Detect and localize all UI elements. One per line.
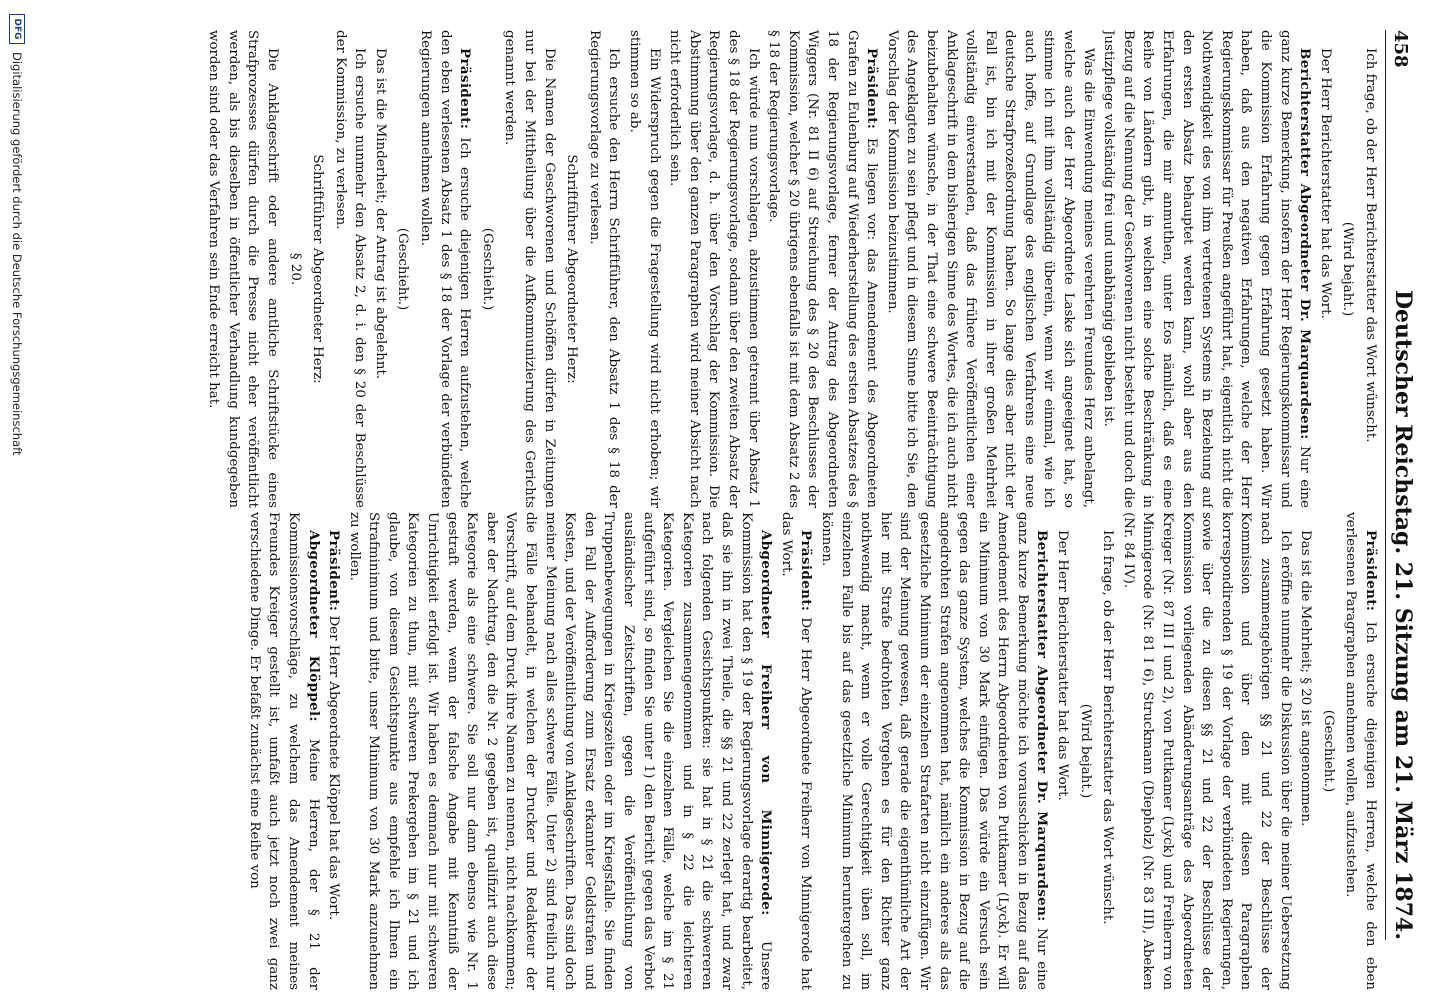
speaker-name: Präsident: (864, 48, 881, 130)
speaker-name: Präsident: (798, 530, 815, 612)
speaker-name: Präsident: (457, 48, 474, 130)
paragraph (776, 512, 815, 990)
paragraph (1296, 512, 1316, 990)
paragraph-text: (Geschieht.) (1320, 709, 1336, 793)
paragraph (204, 30, 282, 508)
paragraph (1098, 512, 1118, 990)
paragraph (624, 30, 663, 508)
paragraph-text: Ich ersuche nunmehr den Absatz 2, d. i. den § 20 der Beschlüsse der Kommission, zu verlesen. (332, 30, 368, 508)
paragraph (330, 30, 369, 508)
paragraph-text: Ich würde nun vorschlagen, abzustimmen getrennt über Absatz 1 des § 18 der Regierungsvorlage, sodann über den zweiten Absatz der Regierungsvorlage, d. h. über den Vorschlag der Kommission. Die Abstimmung über den ganzen Paragraphen wird meiner Absicht nach nicht erforderlich sein. (667, 30, 761, 508)
paragraph-text: Die Namen der Geschworenen und Schöffen dürfen in Zeitungen nur bei der Mittheilung über die Aufkommunizierung des Gerichts genannt werden. (502, 30, 557, 508)
paragraph-text: Ich ersuche diejenigen Herren aufzustehen, welche den eben verlesenen Absatz 1 des § 18 der Vorlage der verbündeten Regierungen annehmen wollen. (418, 30, 473, 508)
paragraph (1315, 30, 1335, 508)
paragraph-text: Meine Herren, der § 21 der Kommissionsvorschläge, zu welchem das Amendement meines Freundes Kreiger gestellt ist, umfaßt auch jetzt noch zwei ganz verschiedene Dinge. Er befaßt zunächst eine Reihe von (246, 512, 321, 990)
paragraph-text: Ich ersuche den Herrn Schriftführer, den Absatz 1 des § 18 der Regierungsvorlage zu verlesen. (586, 30, 622, 508)
paragraph (1053, 512, 1073, 990)
paragraph-text: § 20. (287, 252, 303, 286)
paragraph (285, 30, 305, 508)
paragraph-text: Der Herr Berichterstatter hat das Wort. (1055, 530, 1071, 801)
footer-credit: Digitalisierung gefördert durch die Deutsche Forschungsgemeinschaft (10, 52, 24, 456)
paragraph (882, 30, 1098, 508)
paragraph-text: Es liegen vor: das Amendement des Abgeordneten Grafen zu Eulenburg auf Wiederherstellung des ersten Absatzes des § 18 der Regierungsvorlage, ferner der Antrag des Abgeordneten Wiggers (Nr. 81 II 6) auf Streichung des § 20 des Beschlusses der Kommission, welcher § 20 übrigens ebenfalls ist mit dem Absatz 2 des § 18 der Regierungsvorlage. (766, 30, 880, 508)
paragraph (1318, 512, 1338, 990)
paragraph (477, 30, 497, 508)
paragraph (665, 30, 763, 508)
paragraph-text: Ich frage, ob der Herr Berichterstatter das Wort wünscht. (1363, 48, 1378, 443)
speaker-name: Berichterstatter Abgeordneter Dr. Marquardsen: (1034, 530, 1051, 922)
page-header (1385, 30, 1430, 940)
page-footer (6, 14, 28, 960)
speaker-name: Abgeordneter Klöppel: (305, 530, 322, 722)
speaker-name: Präsident: (1363, 530, 1379, 612)
paragraph (416, 30, 475, 508)
paragraph (244, 512, 322, 990)
paragraph (308, 30, 328, 508)
paragraph (1341, 512, 1380, 990)
paragraph-text: Nur eine ganz kurze Bemerkung möchte ich vorausschicken in Bezug auf das Amendement des Herrn Abgeordneten von Puttkamer (Lyck). Er will ein Minimum von 30 Mark einfügen. Das würde ein Versuch sein gegen das ganze System, welches die Kommission in Bezug auf die angedrohten Strafen angenommen hat, nämlich ein anderes als das gesetzliche Minimum der einzelnen Strafarten nicht einzufügen. Wir sind der Meinung gewesen, daß gerade die eigenthümliche Art der hier mit Strafe bedrohten Vergehen es für den Richter ganz nothwendig macht, wenn er volle Gerechtigkeit üben soll, im einzelnen Falle bis auf das gesetzliche Minimum heruntergehen zu können. (818, 512, 1050, 990)
paragraph (1099, 30, 1315, 508)
paragraph (1075, 512, 1095, 990)
paragraph-text: Schriftführer Abgeordneter Herz: (564, 154, 580, 384)
paragraph (816, 512, 1051, 990)
paragraph (344, 512, 775, 990)
paragraph (324, 512, 344, 990)
paragraph (1118, 512, 1294, 990)
page-number: 458 (1390, 30, 1411, 68)
paragraph-text: Der Herr Berichterstatter hat das Wort. (1317, 48, 1333, 319)
paragraph (500, 30, 559, 508)
paragraph-text: Die Anklageschrift oder andere amtliche Schriftstücke eines Strafprozesses dürfen durch die Presse nicht eher veröffentlicht werden, als bis dieselben in öffentlicher Verhandlung kundgegeben worden sind oder das Verfahren sein Ende erreicht hat. (206, 30, 280, 508)
paragraph-text: Was die Einwendung meines verehrten Freundes Herz anbelangt, welche auch der Herr Abgeordnete Laske sich angeeignet hat, so stimme ich mit ihm vollständig überein, wenn wir einmal, wie ich auch hoffe, auf Grundlage des englischen Verfahrens eine neue deutsche Strafprozeßordnung haben. So lange dies aber nicht der Fall ist, bin ich mit der Kommission in ihrer großen Mehrheit vollständig einverstanden, daß das frühere Veröffentlichen einer Anklageschrift in dem bisherigen Sinne des Wortes, die ich auch nicht beizubehalten wünsche, in der That eine schwere Beeinträchtigung des Angeklagten zu sein pflegt und in diesem Sinne bitte ich Sie, den Vorschlag der Kommission beizustimmen. (884, 30, 1096, 508)
paragraph-text: Ich eröffne nunmehr die Diskussion über die meiner Uebersetzung nach zusammengehörigen §§ 21 und 22 der Beschlüsse der Kommission und über den mit diesen Paragraphen korrespondirenden § 19 der Vorlage der verbündeten Regierungen, sowie über die zu diesen §§ 21 und 22 der Beschlüsse der Kommission vorliegenden Abänderungsanträge des Abgeordneten Kreiger (Nr. 87 III I und 2), von Puttkamer (Lyck) und Freiherrn von Minnigerode (Nr. 81 I 6), Struckmann (Diepholz) (Nr. 83 III), Abeken (Nr. 84 IV). (1120, 512, 1293, 990)
paragraph (370, 30, 390, 508)
paragraph-text: Schriftführer Abgeordneter Herz: (310, 154, 326, 384)
paragraph (562, 30, 582, 508)
left-column (120, 30, 1380, 508)
speaker-name: Berichterstatter Abgeordneter Dr. Marquardsen: (1297, 48, 1314, 440)
paragraph (1360, 30, 1380, 508)
paragraph-text: Ich frage, ob der Herr Berichterstatter das Wort wünscht. (1100, 530, 1116, 925)
paragraph-text: Der Herr Abgeordnete Freiherr von Minnigerode hat das Wort. (778, 512, 814, 990)
right-column (120, 512, 1380, 990)
speaker-name: Präsident: (326, 530, 343, 612)
paragraph-text: Das ist die Minderheit; der Antrag ist abgelehnt. (372, 48, 388, 380)
page-title: Deutscher Reichstag. 21. Sitzung am 21. März 1874. (1390, 289, 1416, 940)
paragraph (584, 30, 623, 508)
paragraph-text: (Geschieht.) (395, 227, 411, 311)
paragraph-text: (Wird bejaht.) (1077, 703, 1093, 799)
paragraph (393, 30, 413, 508)
speaker-name: Abgeordneter Freiherr von Minnigerode: (758, 530, 775, 916)
paragraph (1338, 30, 1358, 508)
paragraph-text: (Geschieht.) (479, 227, 495, 311)
paragraph-text: Ein Widerspruch gegen die Fragestellung wird nicht erhoben; wir stimmen so ab. (627, 30, 662, 508)
paragraph-text: Ich ersuche diejenigen Herren, welche den eben verlesenen Paragraphen annehmen wollen, aufzustehen. (1343, 512, 1378, 990)
dfg-logo: DFG (9, 14, 25, 44)
paragraph-text: (Wird bejaht.) (1340, 221, 1356, 317)
paragraph-text: Nur eine ganz kurze Bemerkung, insofern der Herr Regierungskommissar und die Kommission Erfahrung gegen Erfahrung gesetzt haben. Wir haben, daß aus den negativen Erfahrungen, welche der Herr Regierungskommissar für Preußen angeführt hat, eigentlich nicht die Nothwendigkeit des von ihm vertretenen Systems in Beziehung auf den ersten Absatz behauptet werden kann, wohl aber aus den Erfahrungen, die mir anmuthen, unter Eos nämlich, daß es eine Reihe von Ländern gibt, in welchen eine solche Beschränkung in Bezug auf die Nennung der Geschworenen nicht besteht und doch die Justizpflege vollständig frei und unabhängig geblieben ist. (1101, 30, 1313, 508)
paragraph (764, 30, 882, 508)
paragraph-text: Das ist die Mehrheit; § 20 ist angenommen. (1298, 530, 1314, 827)
paragraph-text: Der Herr Abgeordnete Klöppel hat das Wort. (326, 611, 342, 921)
paragraph-text: Unsere Kommission hat den § 19 der Regierungsvorlage derartig bearbeitet, daß sie ihn in zwei Theile, die §§ 21 und 22 zerlegt hat, und zwar nach folgenden Gesichtspunkten: sie hat in § 21 die schwereren Kategorien zusammengenommen und in § 22 die leichteren Kategorien. Vergleichen Sie die einzelnen Fälle, welche im § 21 aufgeführt sind, so finden Sie unter 1) den Bericht gegen das Verbot ausländischer Zeitschriften, gegen die Veröffentlichung von Truppenbewegungen in Kriegszeiten oder im Kriegsfalle. Sie finden den Fall der Aufforderung zum Ersatz erkannter Geldstrafen und Kosten, und der Veröffentlichung von Anklageschriften. Das sind doch meiner Meinung nach alles schwere Fälle. Unter 2) sind freilich nur die Fälle behandelt, in welchen der Drucker und Redakteur der Vorschrift, auf dem Druck ihre Namen zu nennen, nicht nachkommen; aber der Nachtrag, den die Nr. 2 gegeben ist, qualifizirt auch diese Kategorie als eine schwere. Sie soll nur dann ebenso wie Nr. 1 gestraft werden, wenn der falsche Angabe mit Kenntniß der Unrichtigkeit erfolgt ist. Wir haben es demnach nur mit schweren Kategorien zu thun, mit schweren Prekergehen im § 21 und ich glaube, von diesem Gesichtspunkte aus empfehle ich Ihnen ein Strafminimum und bitte, unser Minimum von 30 Mark anzunehmen zu wollen. (346, 512, 774, 990)
